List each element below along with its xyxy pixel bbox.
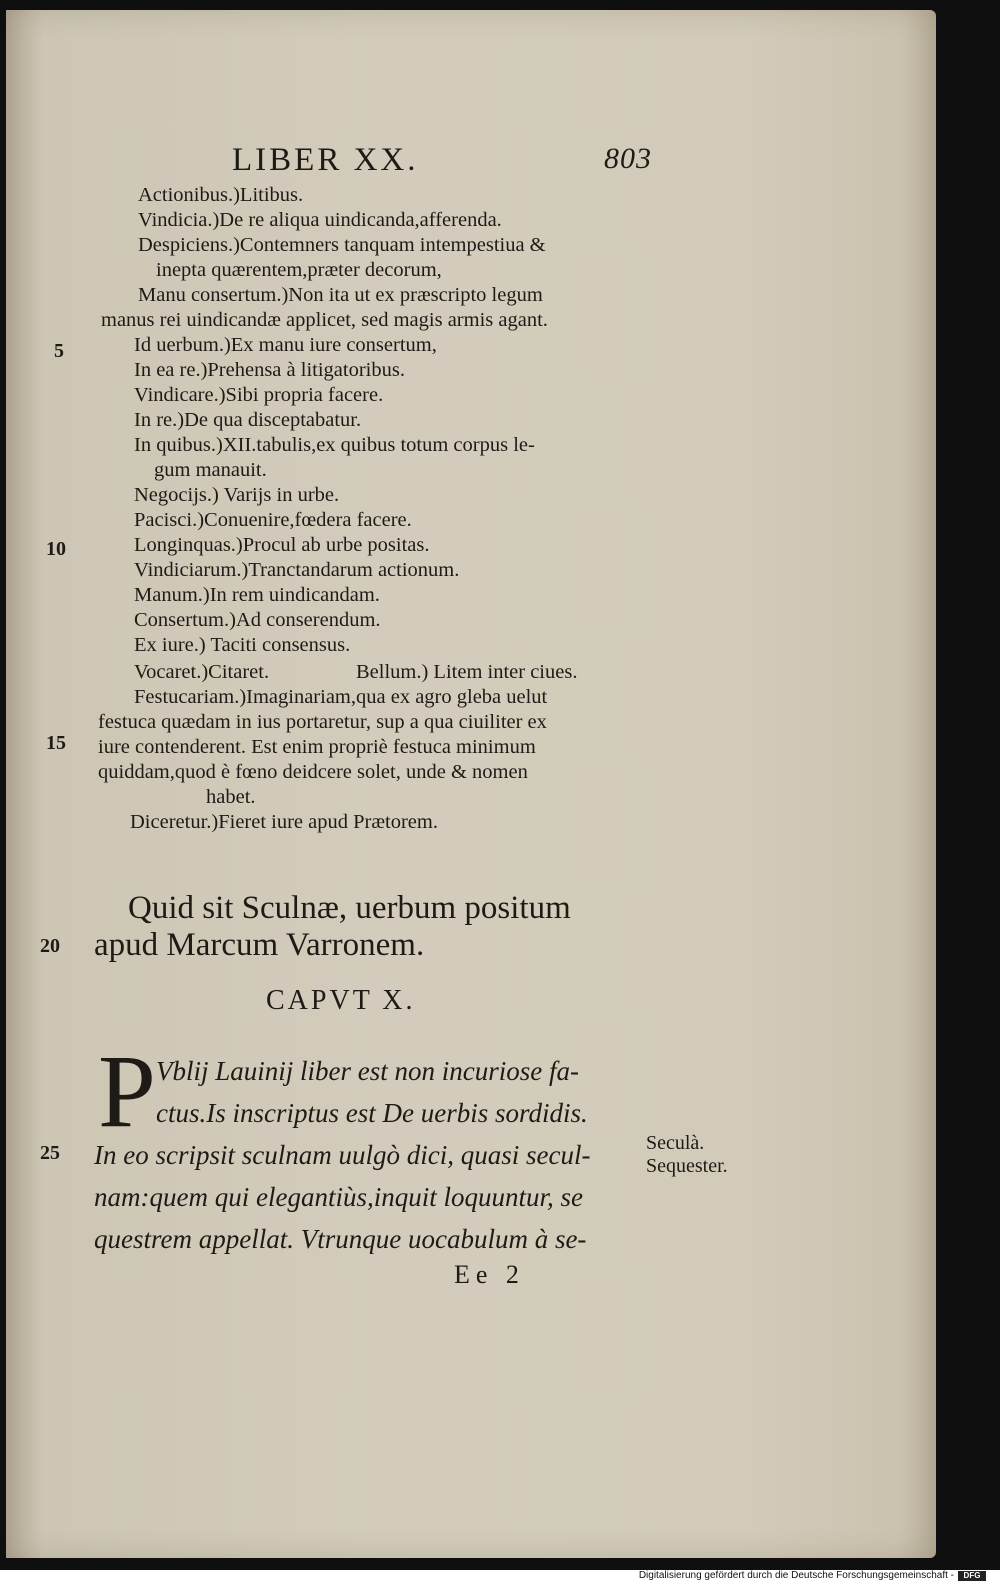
note-line: Longinquas.)Procul ab urbe positas.	[134, 534, 430, 556]
note-line: Consertum.)Ad conserendum.	[134, 609, 381, 631]
line-number: 20	[40, 935, 60, 957]
running-title: LIBER XX.	[232, 142, 419, 178]
body-line: In eo scripsit sculnam uulgò dici, quasi secul-	[94, 1140, 591, 1170]
note-line: Vocaret.)Citaret.	[134, 661, 270, 683]
marginal-note: Seculà.	[646, 1132, 705, 1154]
note-line: Pacisci.)Conuenire,fœdera facere.	[134, 509, 412, 531]
note-line: Vindicia.)De re aliqua uindicanda,afferenda.	[138, 209, 502, 231]
note-line: Vindicare.)Sibi propria facere.	[134, 384, 384, 406]
note-line: festuca quædam in ius portaretur, sup a qua ciuiliter ex	[98, 711, 547, 733]
body-line: nam:quem qui elegantiùs,inquit loquuntur, se	[94, 1182, 583, 1212]
chapter-heading: CAPVT X.	[266, 985, 416, 1016]
book-page	[6, 10, 936, 1558]
note-line: In ea re.)Prehensa à litigatoribus.	[134, 359, 405, 381]
section-title-line-2: apud Marcum Varronem.	[94, 927, 425, 963]
signature-mark: Ee 2	[454, 1260, 525, 1289]
section-title-line-1: Quid sit Sculnæ, uerbum positum	[128, 890, 571, 926]
note-line: Manu consertum.)Non ita ut ex præscripto legum	[138, 284, 543, 306]
note-line: habet.	[206, 786, 256, 808]
note-line: Bellum.) Litem inter ciues.	[356, 661, 578, 683]
note-line: Ex iure.) Taciti consensus.	[134, 634, 351, 656]
line-number: 25	[40, 1142, 60, 1164]
note-line: Vindiciarum.)Tranctandarum actionum.	[134, 559, 460, 581]
body-line: questrem appellat. Vtrunque uocabulum à se-	[94, 1224, 587, 1254]
body-line: Vblij Lauinij liber est non incuriose fa-	[156, 1056, 579, 1086]
note-line: Despiciens.)Contemners tanquam intempestiua &	[138, 234, 546, 256]
note-line: Id uerbum.)Ex manu iure consertum,	[134, 334, 437, 356]
body-line: ctus.Is inscriptus est De uerbis sordidis.	[156, 1098, 588, 1128]
note-line: quiddam,quod è fœno deidcere solet, unde & nomen	[98, 761, 528, 783]
note-line: Festucariam.)Imaginariam,qua ex agro gleba uelut	[134, 686, 548, 708]
note-line: Diceretur.)Fieret iure apud Prætorem.	[130, 811, 438, 833]
line-number: 10	[46, 538, 66, 560]
marginal-note: Sequester.	[646, 1155, 728, 1177]
page-number: 803	[604, 142, 652, 175]
dfg-logo: DFG	[958, 1571, 986, 1581]
note-line: In re.)De qua disceptabatur.	[134, 409, 362, 431]
note-line: Negocijs.) Varijs in urbe.	[134, 484, 340, 506]
line-number: 5	[54, 340, 64, 362]
note-line: In quibus.)XII.tabulis,ex quibus totum corpus le-	[134, 434, 535, 456]
note-line: iure contenderent. Est enim propriè festuca minimum	[98, 736, 536, 758]
note-line: gum manauit.	[154, 459, 267, 481]
note-line: Manum.)In rem uindicandam.	[134, 584, 380, 606]
note-line: manus rei uindicandæ applicet, sed magis armis agant.	[101, 309, 548, 331]
funding-note: Digitalisierung gefördert durch die Deutsche Forschungsgemeinschaft -	[638, 1570, 954, 1581]
line-number: 15	[46, 732, 66, 754]
drop-capital: P	[98, 1034, 156, 1149]
note-line: Actionibus.)Litibus.	[138, 184, 304, 206]
note-line: inepta quærentem,præter decorum,	[156, 259, 442, 281]
